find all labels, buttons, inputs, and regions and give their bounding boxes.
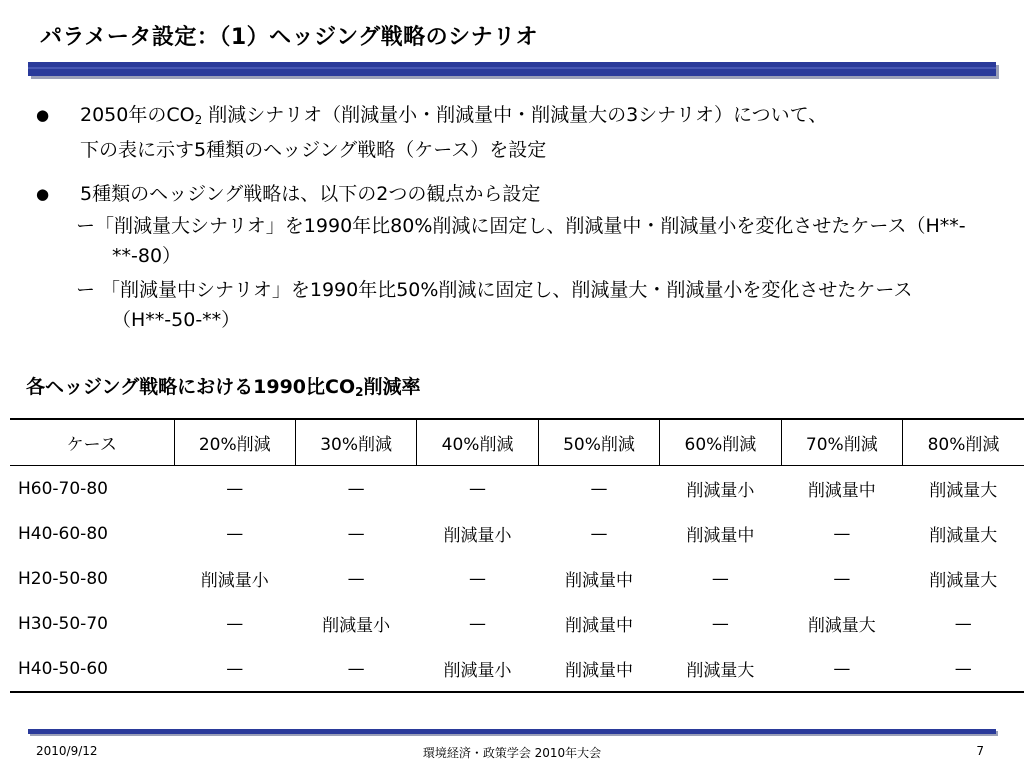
- co2-subscript: 2: [194, 113, 203, 127]
- table-cell: —: [711, 568, 729, 589]
- table-cell: —: [833, 523, 851, 544]
- column-header-50: 50%削減: [538, 419, 659, 466]
- co2-subscript: 2: [355, 385, 364, 399]
- hedging-strategy-table: [10, 418, 1024, 693]
- table-cell: —: [903, 646, 1024, 692]
- column-header-case: ケース: [10, 419, 174, 466]
- table-cell: —: [347, 568, 365, 589]
- table-cell: 削減量小: [686, 481, 755, 501]
- table-cell: —: [295, 646, 416, 692]
- bullet-item-2: [30, 179, 1000, 209]
- table-cell-case: H40-60-80: [18, 523, 108, 544]
- table-cell: 削減量中: [686, 526, 755, 546]
- slide-title: パラメータ設定：（1）ヘッジング戦略のシナリオ: [40, 25, 538, 50]
- table-header-row: [10, 419, 1024, 466]
- table-row: [10, 601, 1024, 646]
- column-header-30: 30%削減: [295, 419, 416, 466]
- table-cell: 削減量大: [807, 616, 876, 636]
- table-row: [10, 466, 1024, 512]
- table-cell-case: H40-50-60: [10, 646, 174, 692]
- table-cell: 削減量中: [807, 481, 876, 501]
- bullet-1-line-2: 下の表に示す5種類のヘッジング戦略（ケース）を設定: [80, 139, 547, 161]
- sub-item-1: ー「削減量大シナリオ」を1990年比80%削減に固定し、削減量中・削減量小を変化させたケース（H**-**-80）: [76, 215, 966, 267]
- table-row: [10, 556, 1024, 601]
- table-cell: 削減量中: [538, 646, 659, 692]
- table-cell: —: [469, 568, 487, 589]
- column-header-20: 20%削減: [174, 419, 295, 466]
- table-cell: —: [781, 646, 902, 692]
- bullet-1-line-1: [80, 100, 1000, 135]
- table-cell: —: [590, 478, 608, 499]
- table-cell: —: [174, 646, 295, 692]
- table-cell: 削減量小: [322, 616, 391, 636]
- bullet-2-text: 5種類のヘッジング戦略は、以下の2つの観点から設定: [80, 183, 541, 205]
- table-row: [10, 511, 1024, 556]
- table-cell: —: [226, 478, 244, 499]
- table-cell: 削減量小: [200, 571, 269, 591]
- table-cell: 削減量大: [929, 571, 998, 591]
- bullet-1-text-pre: 2050年のCO: [80, 104, 195, 126]
- column-header-70: 70%削減: [781, 419, 902, 466]
- column-header-60: 60%削減: [660, 419, 781, 466]
- table-cell: —: [954, 613, 972, 634]
- table-cell: —: [469, 613, 487, 634]
- table-cell: 削減量中: [564, 571, 633, 591]
- table-cell: 削減量大: [660, 646, 781, 692]
- table-caption-post: 削減率: [363, 376, 421, 398]
- sub-item-2: ー 「削減量中シナリオ」を1990年比50%削減に固定し、削減量大・削減量小を変化させたケース（H**-50-**）: [76, 279, 913, 331]
- footer-event: 環境経済・政策学会 2010年大会: [422, 746, 602, 760]
- page-number: 7: [976, 744, 984, 758]
- table-cell: 削減量小: [417, 646, 538, 692]
- bullet-item-1: [30, 100, 1000, 165]
- table-cell-case: H30-50-70: [18, 613, 108, 634]
- footer-divider-bar: [28, 729, 996, 734]
- table-cell: —: [226, 613, 244, 634]
- bullet-list: [30, 100, 1000, 335]
- footer-date: 2010/9/12: [36, 744, 98, 758]
- bullet-1-text-post: 削減シナリオ（削減量小・削減量中・削減量大の3シナリオ）について、: [202, 104, 828, 126]
- table-row: [10, 646, 1024, 692]
- table-cell: —: [226, 523, 244, 544]
- title-underline-bar: [28, 62, 996, 76]
- table-cell: —: [833, 568, 851, 589]
- bullet-dot-icon: ●: [36, 185, 50, 203]
- column-header-80: 80%削減: [903, 419, 1024, 466]
- table-caption-pre: 各ヘッジング戦略における1990比CO: [26, 376, 356, 398]
- bullet-dot-icon: ●: [36, 106, 50, 124]
- table-cell: 削減量大: [929, 526, 998, 546]
- table-cell: —: [347, 478, 365, 499]
- table-cell: 削減量大: [929, 481, 998, 501]
- table-cell: 削減量小: [443, 526, 512, 546]
- table-cell: —: [469, 478, 487, 499]
- table-cell: —: [711, 613, 729, 634]
- table-cell: 削減量中: [564, 616, 633, 636]
- table-cell-case: H20-50-80: [18, 568, 108, 589]
- table-cell: —: [590, 523, 608, 544]
- table-cell: —: [347, 523, 365, 544]
- table-cell-case: H60-70-80: [18, 478, 108, 499]
- column-header-40: 40%削減: [417, 419, 538, 466]
- table-caption: [26, 372, 421, 399]
